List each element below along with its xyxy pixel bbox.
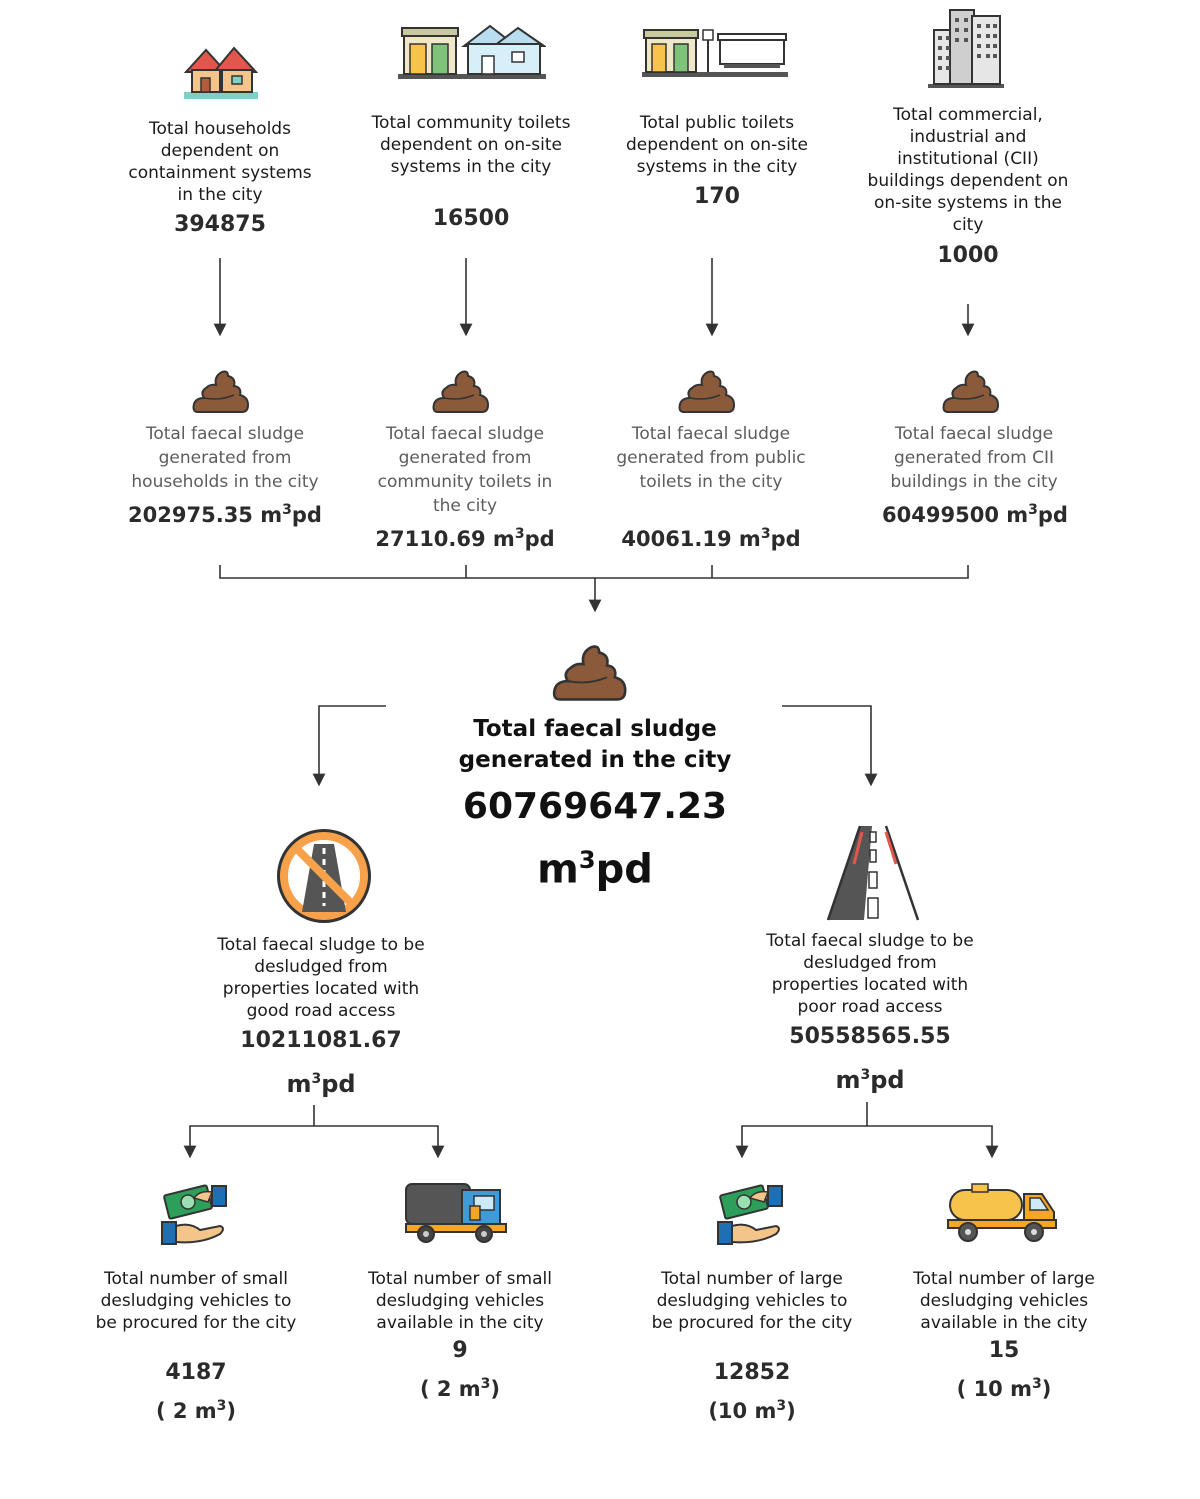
large-available-value: 15 bbox=[988, 1338, 1020, 1363]
poor-road-icon bbox=[824, 824, 922, 922]
small-available-label: Total number of small desludging vehicles available in the city bbox=[368, 1269, 552, 1333]
community-toilets-icon bbox=[398, 22, 546, 80]
arrow-poor-road bbox=[782, 706, 871, 780]
sludge-community-label: Total faecal sludge generated from community toilets in the city bbox=[377, 424, 553, 516]
small-available-capacity: ( 2 $m^3$) bbox=[419, 1376, 501, 1401]
total-unit: $m^3pd$ bbox=[537, 846, 653, 893]
good-road-unit: $m^3pd$ bbox=[286, 1070, 356, 1098]
no-road-access-icon bbox=[274, 826, 374, 926]
total-value: 60769647.23 bbox=[462, 786, 728, 827]
sludge-community-value: 27110.69 $m^3pd$ bbox=[375, 526, 555, 551]
households-value: 394875 bbox=[174, 212, 266, 237]
cii-value: 1000 bbox=[937, 243, 999, 268]
merge-bracket bbox=[220, 565, 968, 578]
large-available-label: Total number of large desludging vehicles available in the city bbox=[913, 1269, 1095, 1333]
large-available-capacity: ( 10 $m^3$) bbox=[956, 1376, 1052, 1401]
community-toilets-label: Total community toilets dependent on on-site systems in the city bbox=[371, 113, 571, 177]
households-label: Total households dependent on containment systems in the city bbox=[128, 119, 312, 205]
sludge-households-value: 202975.35 $m^3pd$ bbox=[128, 502, 322, 527]
community-toilets-value: 16500 bbox=[432, 206, 510, 231]
poor-road-split bbox=[742, 1126, 992, 1150]
small-procure-capacity: ( 2 $m^3$) bbox=[155, 1398, 237, 1423]
sludge-cii-label: Total faecal sludge generated from CII buildings in the city bbox=[890, 424, 1058, 492]
poor-road-value: 50558565.55 bbox=[789, 1024, 951, 1049]
small-available-value: 9 bbox=[452, 1338, 468, 1363]
small-procure-label: Total number of small desludging vehicles to be procured for the city bbox=[95, 1269, 297, 1333]
poor-road-label: Total faecal sludge to be desludged from properties located with poor road access bbox=[766, 931, 974, 1017]
sludge-icon bbox=[192, 368, 250, 414]
small-procure-value: 4187 bbox=[165, 1360, 227, 1385]
total-label: Total faecal sludge generated in the city bbox=[458, 716, 732, 773]
cii-buildings-icon bbox=[928, 6, 1004, 88]
large-procure-capacity: (10 $m^3$) bbox=[708, 1398, 796, 1423]
sludge-public-value: 40061.19 $m^3pd$ bbox=[621, 526, 801, 551]
public-toilets-value: 170 bbox=[694, 184, 740, 209]
good-road-value: 10211081.67 bbox=[240, 1028, 402, 1053]
money-hand-icon bbox=[716, 1182, 786, 1248]
sludge-icon bbox=[432, 368, 490, 414]
sludge-public-label: Total faecal sludge generated from public toilets in the city bbox=[616, 424, 806, 492]
sludge-total-icon bbox=[552, 642, 628, 702]
poor-road-unit: $m^3pd$ bbox=[835, 1066, 905, 1094]
sludge-cii-value: 60499500 $m^3pd$ bbox=[882, 502, 1068, 527]
large-procure-label: Total number of large desludging vehicles to be procured for the city bbox=[651, 1269, 853, 1333]
large-procure-value: 12852 bbox=[713, 1360, 791, 1385]
good-road-label: Total faecal sludge to be desludged from properties located with good road access bbox=[217, 935, 425, 1021]
sludge-icon bbox=[942, 368, 1000, 414]
cii-label: Total commercial, industrial and institutional (CII) buildings dependent on on-site systems in the city bbox=[867, 105, 1069, 235]
arrow-good-road bbox=[319, 706, 386, 780]
houses-icon bbox=[184, 42, 258, 100]
public-toilets-label: Total public toilets dependent on on-site systems in the city bbox=[626, 113, 808, 177]
good-road-split bbox=[190, 1126, 438, 1150]
tanker-truck-icon bbox=[946, 1180, 1060, 1246]
sludge-icon bbox=[678, 368, 736, 414]
money-hand-icon bbox=[160, 1182, 230, 1248]
small-truck-icon bbox=[404, 1180, 508, 1244]
public-toilet-bus-stop-icon bbox=[642, 26, 788, 78]
sludge-households-label: Total faecal sludge generated from households in the city bbox=[131, 424, 319, 492]
